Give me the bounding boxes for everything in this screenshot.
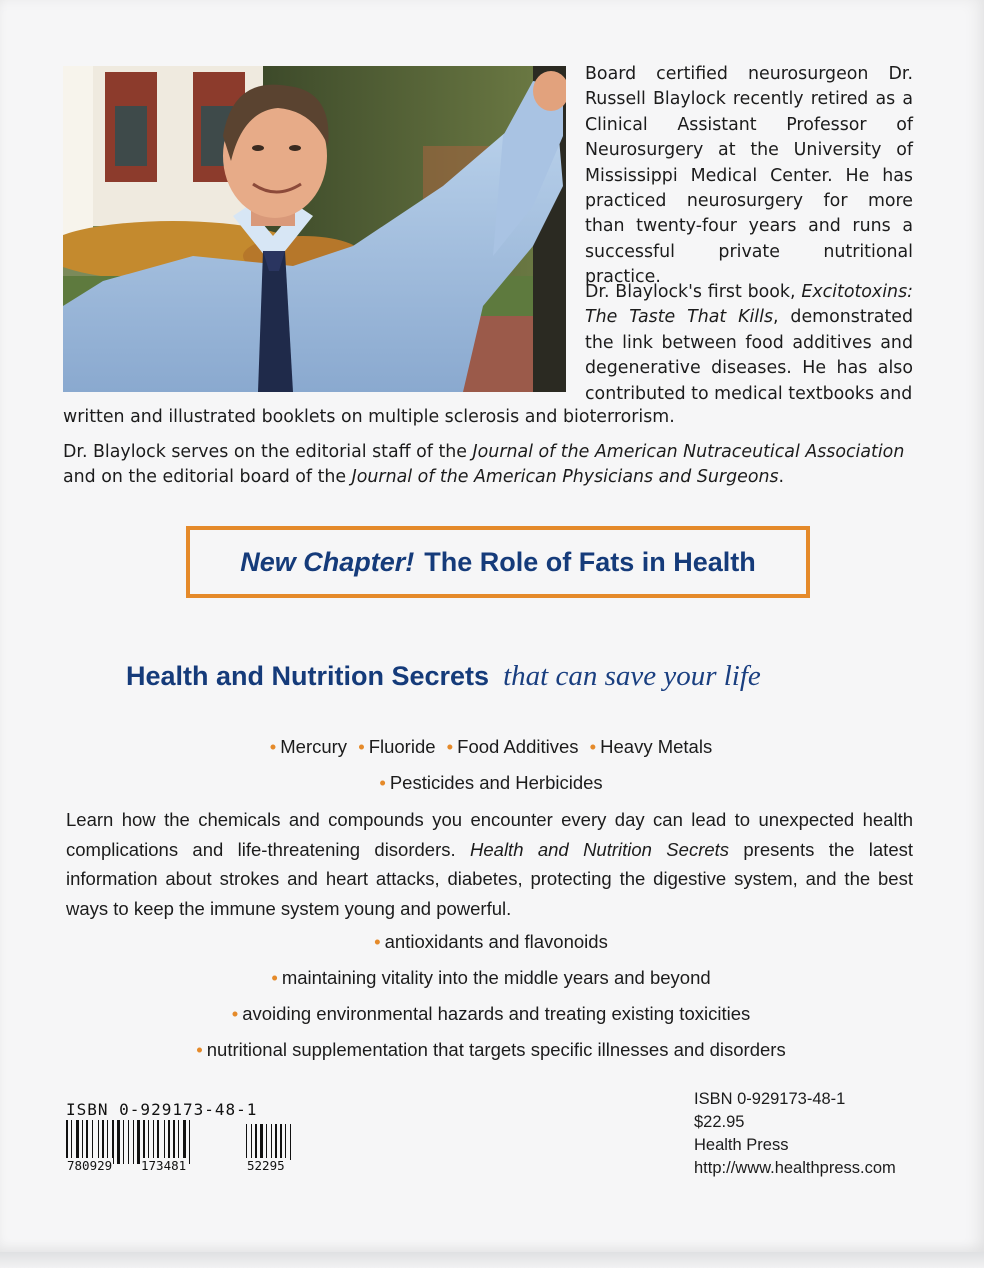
bullet-dot-icon: • [446, 736, 454, 757]
author-photo [63, 66, 566, 392]
publisher-info [694, 1088, 924, 1180]
bio-text: , demonstrated the link between food additives and degenerative diseases. He has also contributed to medical textbooks and [585, 307, 913, 404]
journal-title-physicians: Journal of the American Physicians and Surgeons [351, 467, 779, 488]
bullet-item [63, 930, 913, 954]
book-tagline: that can save your life [503, 660, 761, 692]
publisher-price: $22.95 [694, 1113, 745, 1131]
bullet-dot-icon: • [374, 931, 381, 952]
author-bio-paragraph-1: Board certified neurosurgeon Dr. Russell Blaylock recently retired as a Clinical Assistant Professor of Neurosurgery at the University of Mississippi Medical Center. He has practiced neurosurgery for more than twenty-four years and runs a successful private nutritional practice. [585, 64, 913, 288]
bullet-dot-icon: • [231, 1003, 239, 1024]
new-chapter-label: New Chapter! [240, 546, 415, 577]
bullet-dot-icon: • [589, 736, 597, 757]
bullet-dot-icon: • [196, 1039, 203, 1060]
author-bio-paragraph-3 [63, 440, 913, 491]
description-text: presents the latest information about strokes and heart attacks, diabetes, protecting the digestive system, and the best ways to keep the immune system young and powerful. [66, 838, 914, 919]
bullet-item [63, 1002, 913, 1026]
bio-text: Dr. Blaylock serves on the editorial staff of the [63, 442, 473, 462]
publisher-name: Health Press [694, 1136, 789, 1154]
book-title: Health and Nutrition Secrets [126, 661, 490, 691]
bullet-text: nutritional supplementation that targets specific illnesses and disorders [206, 1039, 786, 1060]
publisher-isbn: ISBN 0-929173-48-1 [694, 1090, 846, 1108]
bullet-text: antioxidants and flavonoids [384, 931, 608, 952]
topic-item: Fluoride [368, 736, 436, 757]
topic-item: Food Additives [457, 736, 579, 757]
topic-item: Pesticides and Herbicides [389, 772, 603, 793]
bullet-dot-icon: • [269, 736, 277, 757]
bullet-text: maintaining vitality into the middle years and beyond [281, 967, 711, 988]
bullet-dot-icon: • [271, 967, 278, 988]
journal-title-nutraceutical: Journal of the American Nutraceutical Association [472, 442, 905, 462]
topic-item: Mercury [280, 736, 348, 757]
bullet-dot-icon: • [379, 772, 386, 793]
barcode [66, 1100, 308, 1176]
bio-text: and on the editorial board of the [63, 467, 352, 488]
bio-text: . [778, 467, 785, 488]
bullet-text: avoiding environmental hazards and treating existing toxicities [242, 1003, 751, 1024]
bullet-item [63, 1038, 913, 1062]
barcode-digits-price: 52295 [247, 1158, 285, 1173]
bullet-item [63, 966, 913, 990]
bullet-dot-icon: • [358, 736, 365, 757]
book-description [66, 805, 913, 923]
book-title-inline: Health and Nutrition Secrets [470, 838, 730, 860]
author-bio-paragraph-2 [585, 280, 913, 407]
topics-line-2 [63, 771, 913, 795]
new-chapter-banner [186, 526, 810, 598]
barcode-digits-mid: 173481 [141, 1158, 187, 1173]
topics-line-1 [63, 735, 913, 759]
topic-item: Heavy Metals [600, 736, 713, 757]
new-chapter-title: The Role of Fats in Health [424, 546, 756, 577]
publisher-url: http://www.healthpress.com [694, 1159, 896, 1177]
book-title-excitotoxins: Excitotoxins: The Taste That Kills [585, 282, 913, 328]
cover-bottom-edge [0, 1252, 984, 1268]
barcode-isbn: ISBN 0-929173-48-1 [66, 1100, 258, 1119]
barcode-digits-left: 780929 [67, 1158, 113, 1173]
book-headline [126, 660, 886, 700]
bio-text: Dr. Blaylock's first book, [585, 282, 802, 302]
description-text: Learn how the chemicals and compounds you encounter every day can lead to unexpected health complications and life-threatening disorders. [66, 809, 913, 860]
author-bio-paragraph-2-continued: written and illustrated booklets on multiple sclerosis and bioterrorism. [63, 407, 675, 427]
